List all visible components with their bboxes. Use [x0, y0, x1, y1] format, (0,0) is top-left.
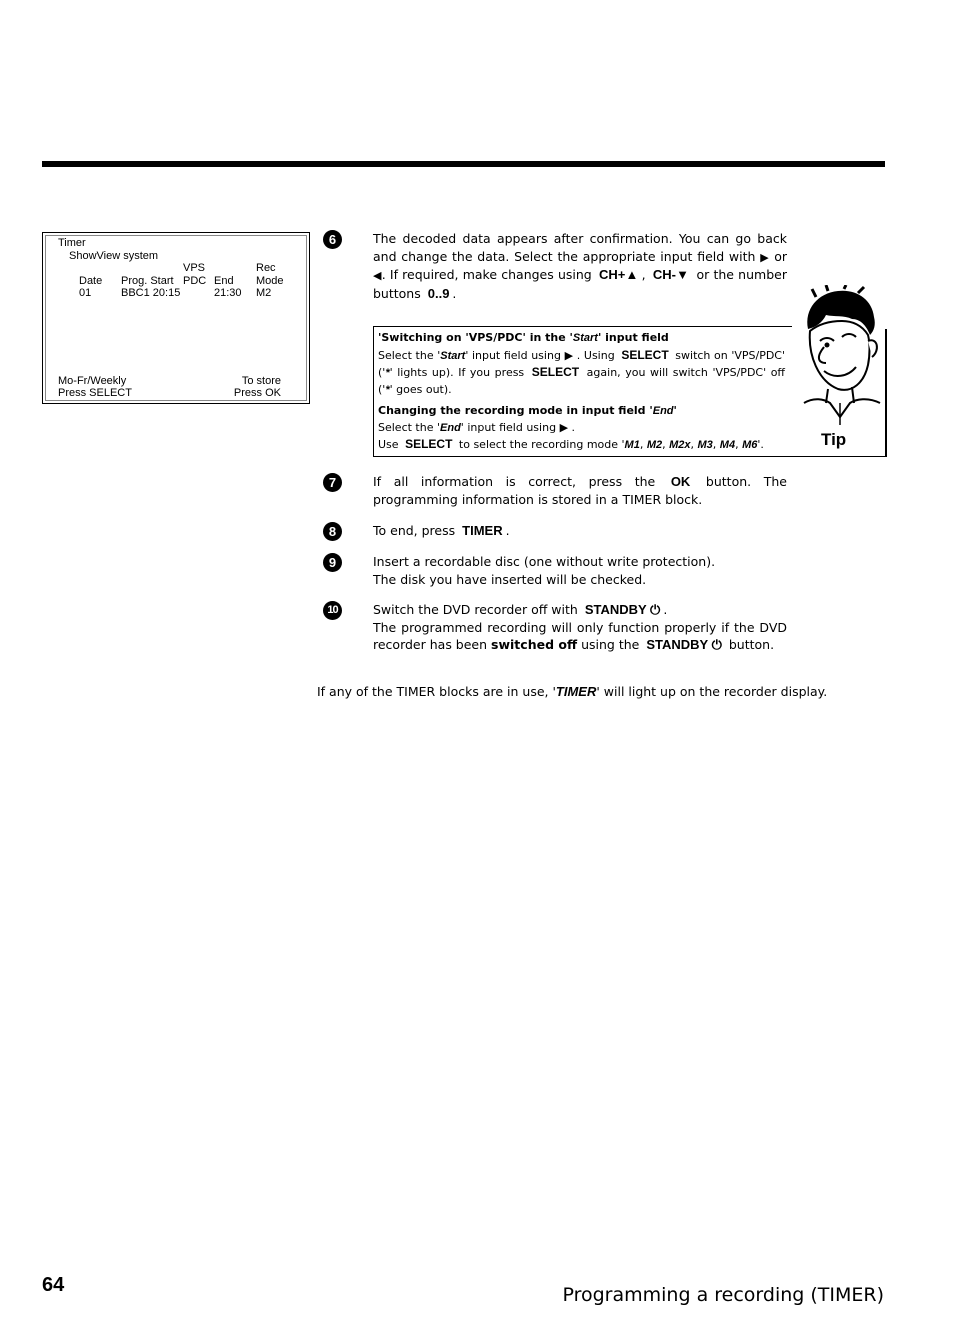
key-ch-plus: CH+▲: [598, 267, 639, 283]
step-7-number: 7: [323, 473, 342, 492]
osd-title: Timer: [58, 237, 86, 249]
osd-footer-left-1: Mo-Fr/Weekly: [58, 375, 127, 387]
step-9-number: 9: [323, 553, 342, 572]
step-7-text: If all information is correct, press the OK button. The programming information is stored in a TIMER block.: [373, 474, 787, 507]
osd-footer-left-2: Press SELECT: [58, 387, 132, 399]
right-arrow-icon: ▶: [559, 420, 569, 434]
osd-header-rec: Rec: [256, 262, 276, 274]
step-9-text: Insert a recordable disc (one without write protection). The disk you have inserted will be checked.: [373, 554, 716, 587]
step-6-number: 6: [323, 230, 342, 249]
tip-paragraph-vps: Select the 'Start' input field using ▶ . Using SELECT switch on 'VPS/PDC' ('*' lights up). If you press SELECT again, you will switch 'VPS/PDC' off ('*' goes out).: [378, 347, 786, 396]
step-10-number: 10: [323, 601, 342, 620]
osd-footer-right-2: Press OK: [233, 387, 281, 399]
step-10-text: Switch the DVD recorder off with STANDBY ⏻ . The programmed recording will only function properly if the DVD recorder has been switched off using the STANDBY ⏻ button.: [373, 602, 787, 653]
osd-footer-right-1: To store: [241, 375, 281, 387]
key-ok: OK: [670, 474, 691, 489]
tip-box: [373, 326, 887, 457]
osd-header-end: End: [214, 275, 234, 287]
tip-paragraph-end: Select the 'End' input field using ▶ .: [378, 420, 576, 434]
osd-subtitle: ShowView system: [69, 250, 159, 262]
osd-value-prog-start: BBC1 20:15: [121, 287, 181, 299]
page-number: 64: [42, 1274, 65, 1296]
osd-value-date: 01: [79, 287, 92, 299]
key-standby-2: STANDBY ⏻: [646, 637, 722, 653]
page-title: Programming a recording (TIMER): [562, 1284, 884, 1306]
key-digits: 0..9: [427, 285, 450, 301]
osd-header-pdc: PDC: [183, 275, 207, 287]
osd-header-prog-start: Prog. Start: [121, 275, 174, 287]
tip-heading-vps: 'Switching on 'VPS/PDC' in the 'Start' input field: [378, 331, 669, 344]
right-arrow-icon: ▶: [564, 348, 574, 362]
step-6-text: The decoded data appears after confirmation. You can go back and change the data. Select the appropriate input field with ▶ or ◀. If required, make changes using CH+▲ , CH-▼ or the number buttons 0..9 .: [373, 231, 787, 301]
timer-display-note: If any of the TIMER blocks are in use, 'TIMER' will light up on the recorder display.: [317, 684, 828, 699]
osd-value-end: 21:30: [214, 287, 242, 299]
osd-header-vps: VPS: [183, 262, 206, 274]
step-8-number: 8: [323, 522, 342, 541]
step-8-text: To end, press TIMER .: [373, 523, 510, 538]
key-standby: STANDBY ⏻: [584, 602, 661, 617]
timer-osd-screen: [42, 232, 310, 404]
tip-heading-mode: Changing the recording mode in input field 'End': [378, 404, 677, 417]
tip-label: Tip: [821, 430, 847, 449]
right-arrow-icon: ▶: [760, 250, 770, 264]
tip-paragraph-modes: Use SELECT to select the recording mode 'M1, M2, M2x, M3, M4, M6'.: [378, 437, 764, 451]
osd-header-mode: Mode: [256, 275, 284, 287]
key-ch-minus: CH-▼: [652, 267, 690, 283]
osd-header-date: Date: [79, 275, 103, 287]
header-rule: [42, 161, 885, 167]
left-arrow-icon: ◀: [373, 269, 382, 283]
key-timer: TIMER: [462, 523, 503, 538]
osd-value-mode: M2: [256, 287, 272, 299]
tip-character-icon: [794, 285, 886, 425]
